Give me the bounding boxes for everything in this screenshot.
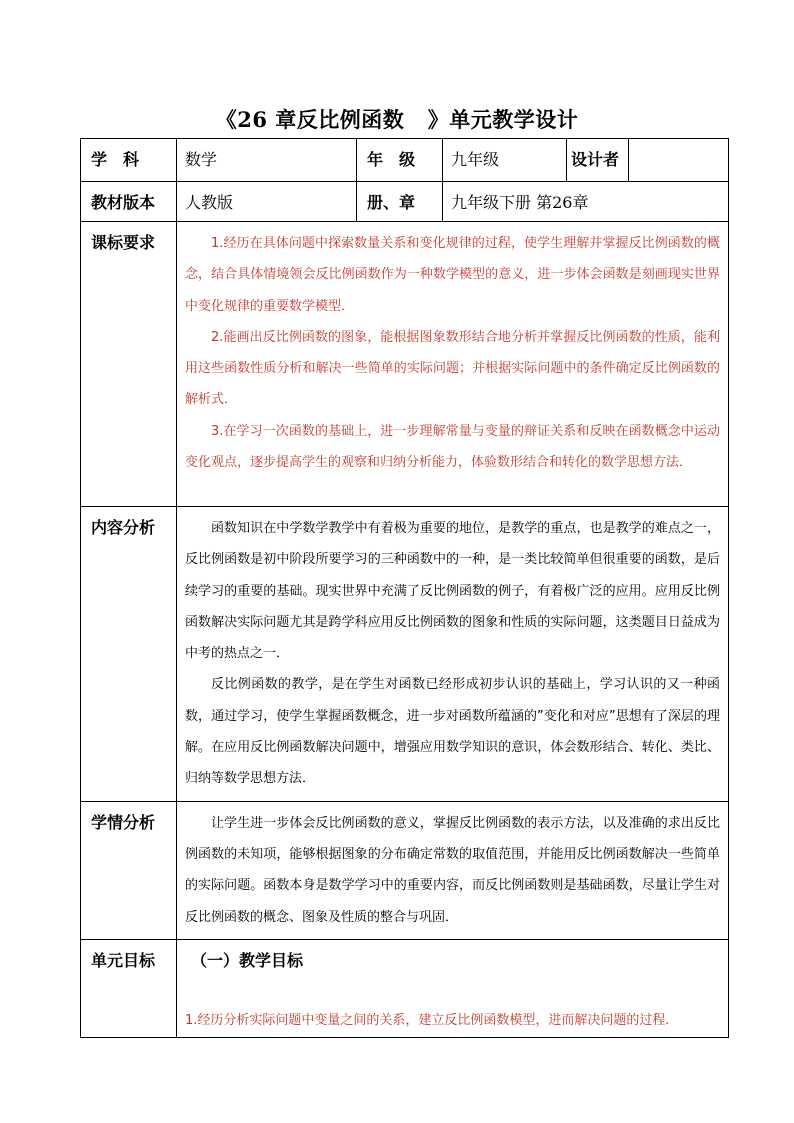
edition-label: 教材版本 [81, 182, 177, 222]
curriculum-paragraph: 3.在学习一次函数的基础上，进一步理解常量与变量的辩证关系和反映在函数概念中运动变化观点，逐步提高学生的观察和归纳分析能力，体验数形结合和转化的数学思想方法． [185, 423, 720, 471]
content-paragraph: 反比例函数的教学，是在学生对函数已经形成初步认识的基础上，学习认识的又一种函数，通过学习，使学生掌握函数概念，进一步对函数所蕴涵的”变化和对应”思想有了深层的理解。在应用反比例函数解决问题中，增强应用数学知识的意识，体会数形结合、转化、类比、归纳等数学思想方法． [185, 677, 720, 787]
info-row-subject [81, 139, 729, 182]
unit-goals-label: 单元目标 [81, 939, 177, 1037]
goal-item: 1.经历分析实际问题中变量之间的关系，建立反比例函数模型，进而解决问题的过程． [185, 1012, 679, 1028]
subject-value: 数学 [177, 139, 357, 182]
content-paragraph: 函数知识在中学数学教学中有着极为重要的地位，是教学的重点，也是教学的难点之一，反比例函数是初中阶段所要学习的三种函数中的一种，是一类比较简单但很重要的函数，是后续学习的重要的基础。现实世界中充满了反比例函数的例子，有着极广泛的应用。应用反比例函数解决实际问题尤其是跨学科应用反比例函数的图象和性质的实际问题，这类题目日益成为中考的热点之一． [185, 521, 720, 662]
designer-value [629, 139, 729, 182]
unit-design-table [80, 138, 729, 1038]
page-title: 《26 章反比例函数 》单元教学设计 [215, 107, 579, 132]
curriculum-row [81, 222, 729, 507]
designer-label: 设计者 [567, 139, 629, 182]
content-analysis-row [81, 507, 729, 802]
curriculum-label: 课标要求 [81, 222, 177, 507]
volume-chapter-label: 册、章 [357, 182, 443, 222]
curriculum-content [177, 222, 729, 507]
volume-chapter-value: 九年级下册 第26章 [443, 182, 729, 222]
unit-goals-row [81, 939, 729, 1037]
curriculum-paragraph: 2.能画出反比例函数的图象，能根据图象数形结合地分析并掌握反比例函数的性质，能利用这些函数性质分析和解决一些简单的实际问题；并根据实际问题中的条件确定反比例函数的解析式． [185, 329, 720, 408]
edition-value: 人教版 [177, 182, 357, 222]
student-paragraph: 让学生进一步体会反比例函数的意义，掌握反比例函数的表示方法，以及准确的求出反比例函数的未知项，能够根据图象的分布确定常数的取值范围，并能用反比例函数解决一些简单的实际问题。函数本身是数学学习中的重要内容，而反比例函数则是基础函数，尽量让学生对反比例函数的概念、图象及性质的整合与巩固． [185, 815, 720, 925]
curriculum-paragraph: 1.经历在具体问题中探索数量关系和变化规律的过程，使学生理解并掌握反比例函数的概念，结合具体情境领会反比例函数作为一种数学模型的意义，进一步体会函数是刻画现实世界中变化规律的重要数学模型． [185, 236, 720, 314]
content-analysis-content [177, 507, 729, 802]
grade-label: 年 级 [357, 139, 443, 182]
teaching-goals-heading: （一）教学目标 [191, 950, 304, 970]
info-row-edition [81, 182, 729, 222]
grade-value: 九年级 [443, 139, 567, 182]
student-analysis-content [177, 801, 729, 939]
content-analysis-label: 内容分析 [81, 507, 177, 802]
student-analysis-label: 学情分析 [81, 801, 177, 939]
subject-label: 学 科 [81, 139, 177, 182]
unit-goals-content [177, 939, 729, 1037]
student-analysis-row [81, 801, 729, 939]
